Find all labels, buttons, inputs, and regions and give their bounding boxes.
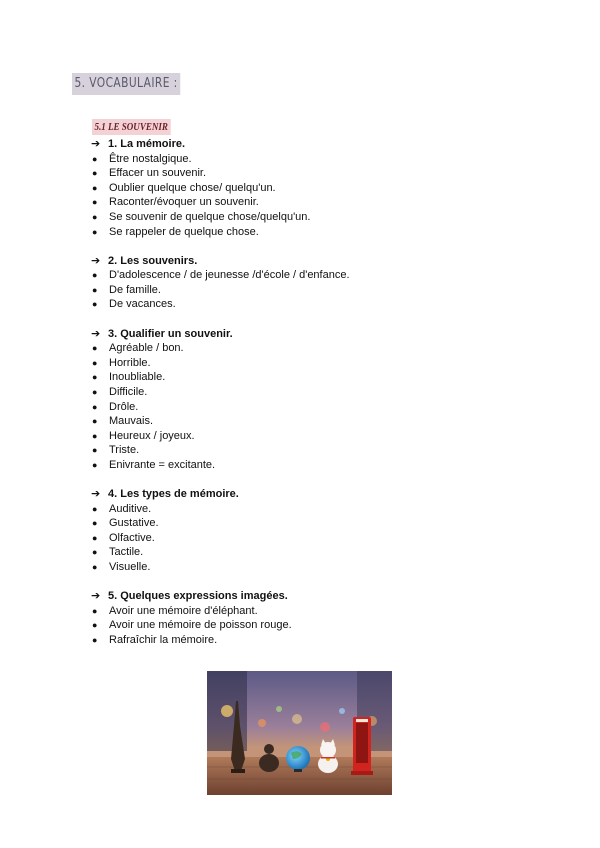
section-heading <box>91 589 491 604</box>
list-item-text: Olfactive. <box>109 531 155 544</box>
list-item <box>91 152 491 167</box>
list-item-text: Difficile. <box>109 385 148 398</box>
bullet-icon: ● <box>92 518 98 529</box>
section-qualifier <box>91 327 491 473</box>
section-heading <box>91 137 491 152</box>
bullet-icon: ● <box>92 386 98 397</box>
section-subtitle: 5.1 LE SOUVENIR <box>92 119 170 135</box>
list-item-text: Tactile. <box>109 546 144 559</box>
bullet-icon: ● <box>92 532 98 543</box>
vocabulary-content <box>91 137 491 662</box>
bullet-icon: ● <box>92 416 98 427</box>
section-heading <box>91 254 491 269</box>
list-item-text: Avoir une mémoire d'éléphant. <box>109 604 258 617</box>
list-item-text: De famille. <box>109 283 161 296</box>
section-memoire <box>91 137 491 239</box>
section-heading-text: 5. Quelques expressions imagées. <box>108 590 288 603</box>
list-item-text: Heureux / joyeux. <box>109 429 195 442</box>
list-item-text: Horrible. <box>109 356 151 369</box>
list-item <box>91 341 491 356</box>
arrow-icon: ➔ <box>91 253 101 267</box>
list-item-text: Drôle. <box>109 400 139 413</box>
list-item-text: Triste. <box>109 444 140 457</box>
bullet-icon: ● <box>92 197 98 208</box>
bullet-icon: ● <box>92 153 98 164</box>
list-item-text: Mauvais. <box>109 415 154 428</box>
list-item <box>91 531 491 546</box>
list-item <box>91 414 491 429</box>
list-item-text: Visuelle. <box>109 560 151 573</box>
list-item <box>91 268 491 283</box>
bullet-icon: ● <box>92 343 98 354</box>
arrow-icon: ➔ <box>91 589 101 603</box>
list-item-text: Effacer un souvenir. <box>109 167 207 180</box>
bullet-icon: ● <box>92 182 98 193</box>
list-item-text: Agréable / bon. <box>109 342 184 355</box>
bullet-icon: ● <box>92 561 98 572</box>
list-item <box>91 166 491 181</box>
list-item-text: Rafraîchir la mémoire. <box>109 633 218 646</box>
section-heading-text: 4. Les types de mémoire. <box>108 487 239 500</box>
list-item <box>91 443 491 458</box>
section-heading <box>91 487 491 502</box>
bullet-icon: ● <box>92 503 98 514</box>
list-item <box>91 181 491 196</box>
list-item <box>91 297 491 312</box>
arrow-icon: ➔ <box>91 486 101 500</box>
section-souvenirs <box>91 254 491 312</box>
list-item-text: Être nostalgique. <box>109 152 192 165</box>
list-item-text: Auditive. <box>109 502 152 515</box>
bullet-icon: ● <box>92 605 98 616</box>
bullet-icon: ● <box>92 634 98 645</box>
list-item-text: Oublier quelque chose/ quelqu'un. <box>109 181 276 194</box>
bullet-icon: ● <box>92 547 98 558</box>
list-item <box>91 545 491 560</box>
bullet-icon: ● <box>92 445 98 456</box>
list-item <box>91 429 491 444</box>
list-item <box>91 458 491 473</box>
list-item <box>91 502 491 517</box>
list-item-text: Avoir une mémoire de poisson rouge. <box>109 619 292 632</box>
bullet-icon: ● <box>92 299 98 310</box>
bullet-icon: ● <box>92 620 98 631</box>
list-item-text: D'adolescence / de jeunesse /d'école / d'enfance. <box>109 269 350 282</box>
section-heading <box>91 327 491 342</box>
section-heading-text: 2. Les souvenirs. <box>108 254 198 267</box>
arrow-icon: ➔ <box>91 326 101 340</box>
list-item <box>91 385 491 400</box>
list-item <box>91 283 491 298</box>
arrow-icon: ➔ <box>91 137 101 150</box>
bullet-icon: ● <box>92 211 98 222</box>
list-item <box>91 400 491 415</box>
page-title: 5. VOCABULAIRE : <box>72 73 180 95</box>
bullet-icon: ● <box>92 270 98 281</box>
section-heading-text: 1. La mémoire. <box>108 138 186 150</box>
bullet-icon: ● <box>92 430 98 441</box>
bullet-icon: ● <box>92 226 98 237</box>
bullet-icon: ● <box>92 401 98 412</box>
list-item-text: Gustative. <box>109 517 159 530</box>
list-item <box>91 633 491 648</box>
list-item-text: Raconter/évoquer un souvenir. <box>109 196 259 209</box>
list-item <box>91 210 491 225</box>
list-item-text: Inoubliable. <box>109 371 166 384</box>
list-item <box>91 560 491 575</box>
list-item <box>91 225 491 240</box>
section-heading-text: 3. Qualifier un souvenir. <box>108 327 233 340</box>
list-item <box>91 516 491 531</box>
bullet-icon: ● <box>92 284 98 295</box>
souvenirs-photo <box>207 671 392 795</box>
list-item <box>91 356 491 371</box>
section-expressions <box>91 589 491 647</box>
bullet-icon: ● <box>92 357 98 368</box>
list-item-text: Se rappeler de quelque chose. <box>109 225 259 238</box>
bullet-icon: ● <box>92 168 98 179</box>
list-item <box>91 195 491 210</box>
list-item-text: Enivrante = excitante. <box>109 458 216 471</box>
list-item-text: Se souvenir de quelque chose/quelqu'un. <box>109 210 311 223</box>
list-item <box>91 604 491 619</box>
list-item-text: De vacances. <box>109 298 176 311</box>
section-types <box>91 487 491 575</box>
list-item <box>91 370 491 385</box>
bullet-icon: ● <box>92 372 98 383</box>
bullet-icon: ● <box>92 459 98 470</box>
list-item <box>91 618 491 633</box>
